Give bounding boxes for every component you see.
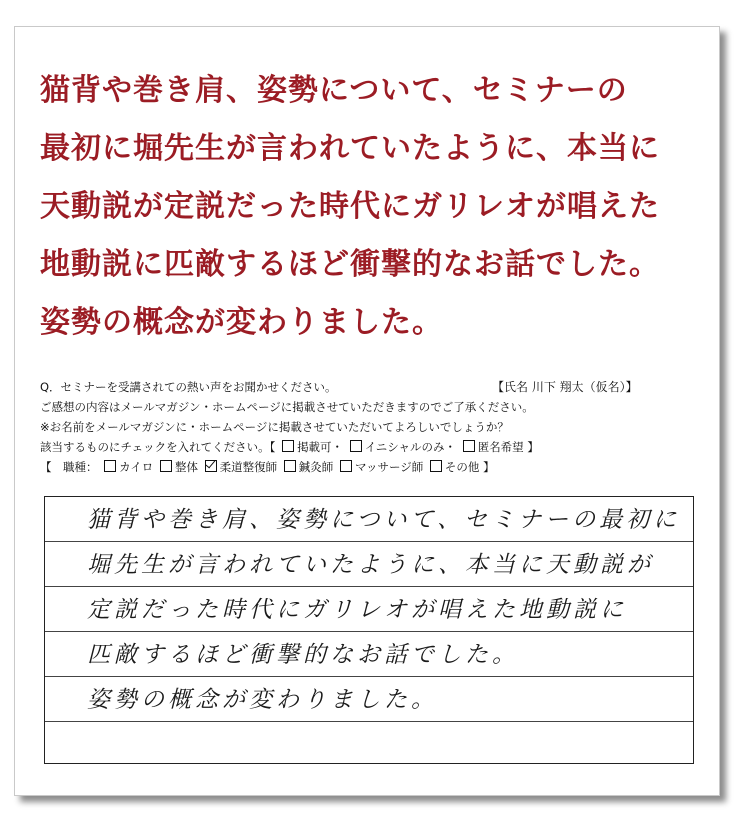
testimonial-headline <box>40 62 720 352</box>
massage-label: マッサージ師 <box>354 460 424 474</box>
answer-text: 姿勢の概念が変わりました。 <box>87 687 438 713</box>
initials-only-label: イニシャルのみ・ <box>364 440 457 454</box>
answer-line <box>45 632 693 677</box>
judo-therapist-label: 柔道整復師 <box>219 460 278 474</box>
respondent-name: 【氏名 川下 翔太（仮名）】 <box>492 380 638 394</box>
headline-line: 姿勢の概念が変わりました。 <box>40 305 443 340</box>
seitai-label: 整体 <box>174 460 198 474</box>
headline-line: 天動説が定説だった時代にガリレオが唱えた <box>40 189 660 224</box>
answer-line <box>45 677 693 722</box>
publish-ok-label: 掲載可・ <box>297 440 344 454</box>
checkbox-initials-only[interactable] <box>350 440 362 452</box>
other-label: その他 <box>444 460 480 474</box>
publish-options <box>40 437 702 457</box>
answer-text: 堀先生が言われていたように、本当に天動説が <box>87 552 654 578</box>
headline-line: 最初に堀先生が言われていたように、本当に <box>40 131 660 166</box>
answer-line <box>45 722 693 766</box>
survey-form <box>40 377 702 477</box>
answer-text: 定説だった時代にガリレオが唱えた地動説に <box>87 597 627 623</box>
occupation-label: 【 職種： <box>40 460 98 474</box>
checkbox-other[interactable] <box>430 460 442 472</box>
checkbox-acupuncture[interactable] <box>284 460 296 472</box>
occupation-close: 】 <box>483 460 495 474</box>
chiro-label: カイロ <box>119 460 154 474</box>
checkbox-publish-ok[interactable] <box>282 440 294 452</box>
answer-text: 猫背や巻き肩、姿勢について、セミナーの最初に <box>87 507 681 533</box>
question-row <box>40 377 702 397</box>
answer-line <box>45 587 693 632</box>
checkbox-chiro[interactable] <box>104 460 116 472</box>
anonymous-label: 匿名希望 <box>477 440 524 454</box>
answer-text: 匹敵するほど衝撃的なお話でした。 <box>87 642 519 668</box>
headline-line: 地動説に匹敵するほど衝撃的なお話でした。 <box>40 247 660 282</box>
occupation-options <box>40 457 702 477</box>
checkbox-judo-therapist[interactable] <box>205 460 217 472</box>
publish-intro: 該当するものにチェックを入れてください。【 <box>40 440 276 454</box>
answer-line <box>45 497 693 542</box>
handwritten-answer-box <box>44 496 694 764</box>
acupuncture-label: 鍼灸師 <box>298 460 334 474</box>
checkbox-massage[interactable] <box>340 460 352 472</box>
answer-line <box>45 542 693 587</box>
publish-question: ※お名前をメールマガジンに・ホームページに掲載させていただいてよろしいでしょうか？ <box>40 420 509 434</box>
publish-close: 】 <box>527 440 539 454</box>
checkbox-anonymous[interactable] <box>463 440 475 452</box>
checkbox-seitai[interactable] <box>160 460 172 472</box>
question-text: Q．セミナーを受講されての熱い声をお聞かせください。 <box>40 380 337 394</box>
consent-text: ご感想の内容はメールマガジン・ホームページに掲載させていただきますのでご了承ください。 <box>40 400 534 414</box>
headline-line: 猫背や巻き肩、姿勢について、セミナーの <box>40 73 628 108</box>
